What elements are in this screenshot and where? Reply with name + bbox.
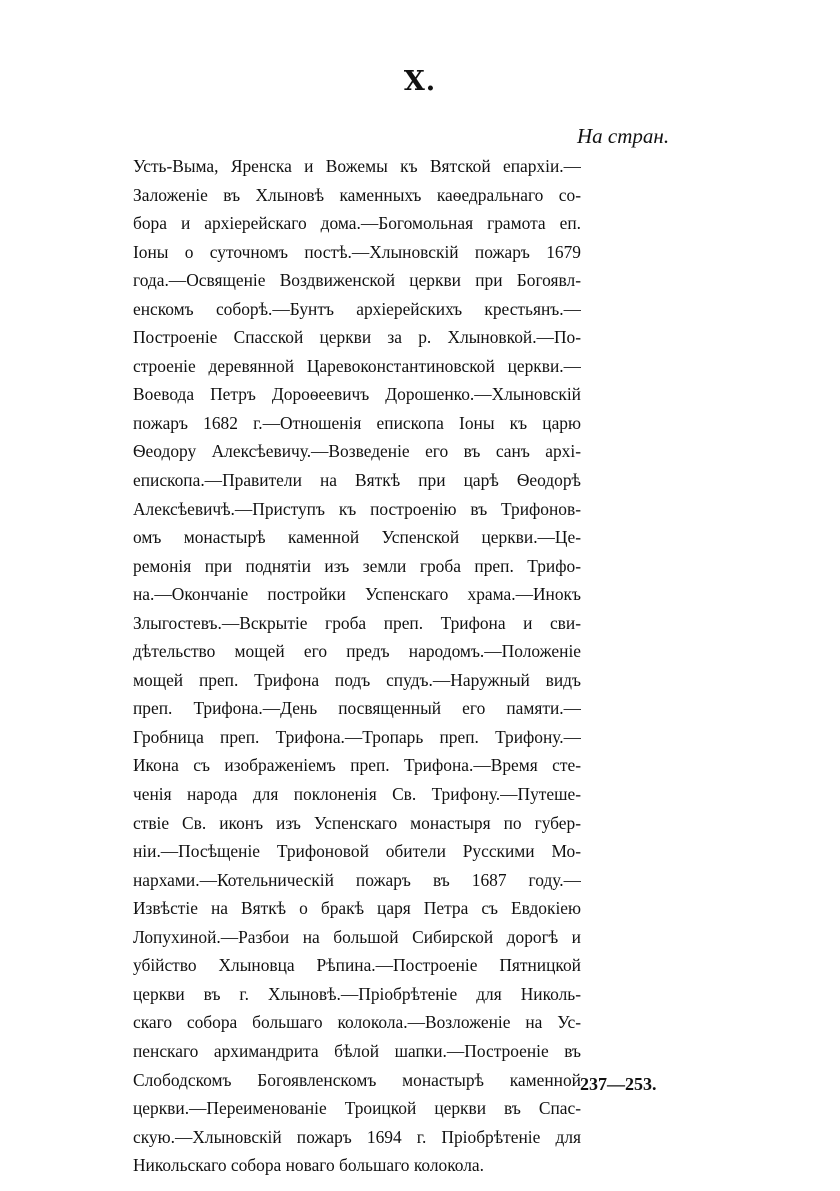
- toc-line: бора и архіерейскаго дома.—Богомольная грамота еп.: [133, 213, 581, 234]
- toc-line: мощей преп. Трифона подъ спудъ.—Наружный видъ: [133, 669, 581, 690]
- toc-line: ніи.—Посѣщеніе Трифоновой обители Русскими Мо-: [133, 841, 581, 862]
- toc-line: строеніе деревянной Царевоконстантиновской церкви.—: [133, 355, 581, 376]
- toc-line: Воевода Петръ Дороѳеевичъ Дорошенко.—Хлыновскій: [133, 384, 581, 405]
- toc-line: Усть-Выма, Яренска и Вожемы къ Вятской епархіи.—: [133, 156, 581, 176]
- toc-line: Алексѣевичѣ.—Приступъ къ построенію въ Трифонов-: [133, 498, 581, 519]
- page-number: X.: [403, 66, 437, 97]
- toc-line: церкви.—Переименованіе Троицкой церкви въ Спас-: [133, 1098, 581, 1119]
- toc-line: на.—Окончаніе постройки Успенскаго храма.—Инокъ: [133, 584, 581, 605]
- toc-line: Извѣстіе на Вяткѣ о бракѣ царя Петра съ Евдокіею: [133, 898, 581, 919]
- toc-entry: [133, 152, 581, 1180]
- toc-line: скую.—Хлыновскій пожаръ 1694 г. Пріобрѣтеніе для: [133, 1126, 581, 1147]
- toc-line: епископа.—Правители на Вяткѣ при царѣ Ѳеодорѣ: [133, 470, 581, 491]
- toc-line: нархами.—Котельническій пожаръ въ 1687 году.—: [133, 869, 581, 890]
- toc-line: убійство Хлыновца Рѣпина.—Построеніе Пятницкой: [133, 955, 581, 976]
- toc-line: Іоны о суточномъ постѣ.—Хлыновскій пожаръ 1679: [133, 241, 581, 262]
- toc-line: дѣтельство мощей его предъ народомъ.—Положеніе: [133, 641, 581, 662]
- toc-line: Никольскаго собора новаго большаго колокола.: [133, 1155, 484, 1176]
- toc-line: пожаръ 1682 г.—Отношенія епископа Іоны къ царю: [133, 412, 581, 433]
- toc-line: Икона съ изображеніемъ преп. Трифона.—Время сте-: [133, 755, 581, 776]
- toc-line: енскомъ соборѣ.—Бунтъ архіерейскихъ крестьянъ.—: [133, 298, 581, 319]
- page-header-label: На стран.: [577, 124, 670, 148]
- toc-line: Построеніе Спасской церкви за р. Хлыновкой.—По-: [133, 327, 581, 348]
- toc-line: скаго собора большаго колокола.—Возложеніе на Ус-: [133, 1012, 581, 1033]
- toc-line: ремонія при поднятіи изъ земли гроба преп. Трифо-: [133, 555, 581, 576]
- toc-line: церкви въ г. Хлыновѣ.—Пріобрѣтеніе для Николь-: [133, 983, 581, 1004]
- toc-line: пенскаго архимандрита бѣлой шапки.—Построеніе въ: [133, 1040, 581, 1061]
- page-range: 237—253.: [580, 1074, 657, 1094]
- toc-line: ствіе Св. иконъ изъ Успенскаго монастыря по губер-: [133, 812, 581, 833]
- toc-line: Ѳеодору Алексѣевичу.—Возведеніе его въ санъ архі-: [133, 441, 581, 462]
- toc-line: Заложеніе въ Хлыновѣ каменныхъ каѳедральнаго со-: [133, 184, 581, 205]
- toc-line: омъ монастырѣ каменной Успенской церкви.—Це-: [133, 527, 581, 548]
- toc-line: Злыгостевъ.—Вскрытіе гроба преп. Трифона и сви-: [133, 612, 581, 633]
- toc-line: преп. Трифона.—День посвященный его памяти.—: [133, 698, 581, 719]
- toc-line: Гробница преп. Трифона.—Тропарь преп. Трифону.—: [133, 726, 581, 747]
- toc-line: Лопухиной.—Разбои на большой Сибирской дорогѣ и: [133, 926, 581, 947]
- toc-line: Слободскомъ Богоявленскомъ монастырѣ каменной: [133, 1069, 581, 1090]
- toc-line: ченія народа для поклоненія Св. Трифону.—Путеше-: [133, 784, 581, 805]
- toc-line: года.—Освященіе Воздвиженской церкви при Богоявл-: [133, 270, 581, 291]
